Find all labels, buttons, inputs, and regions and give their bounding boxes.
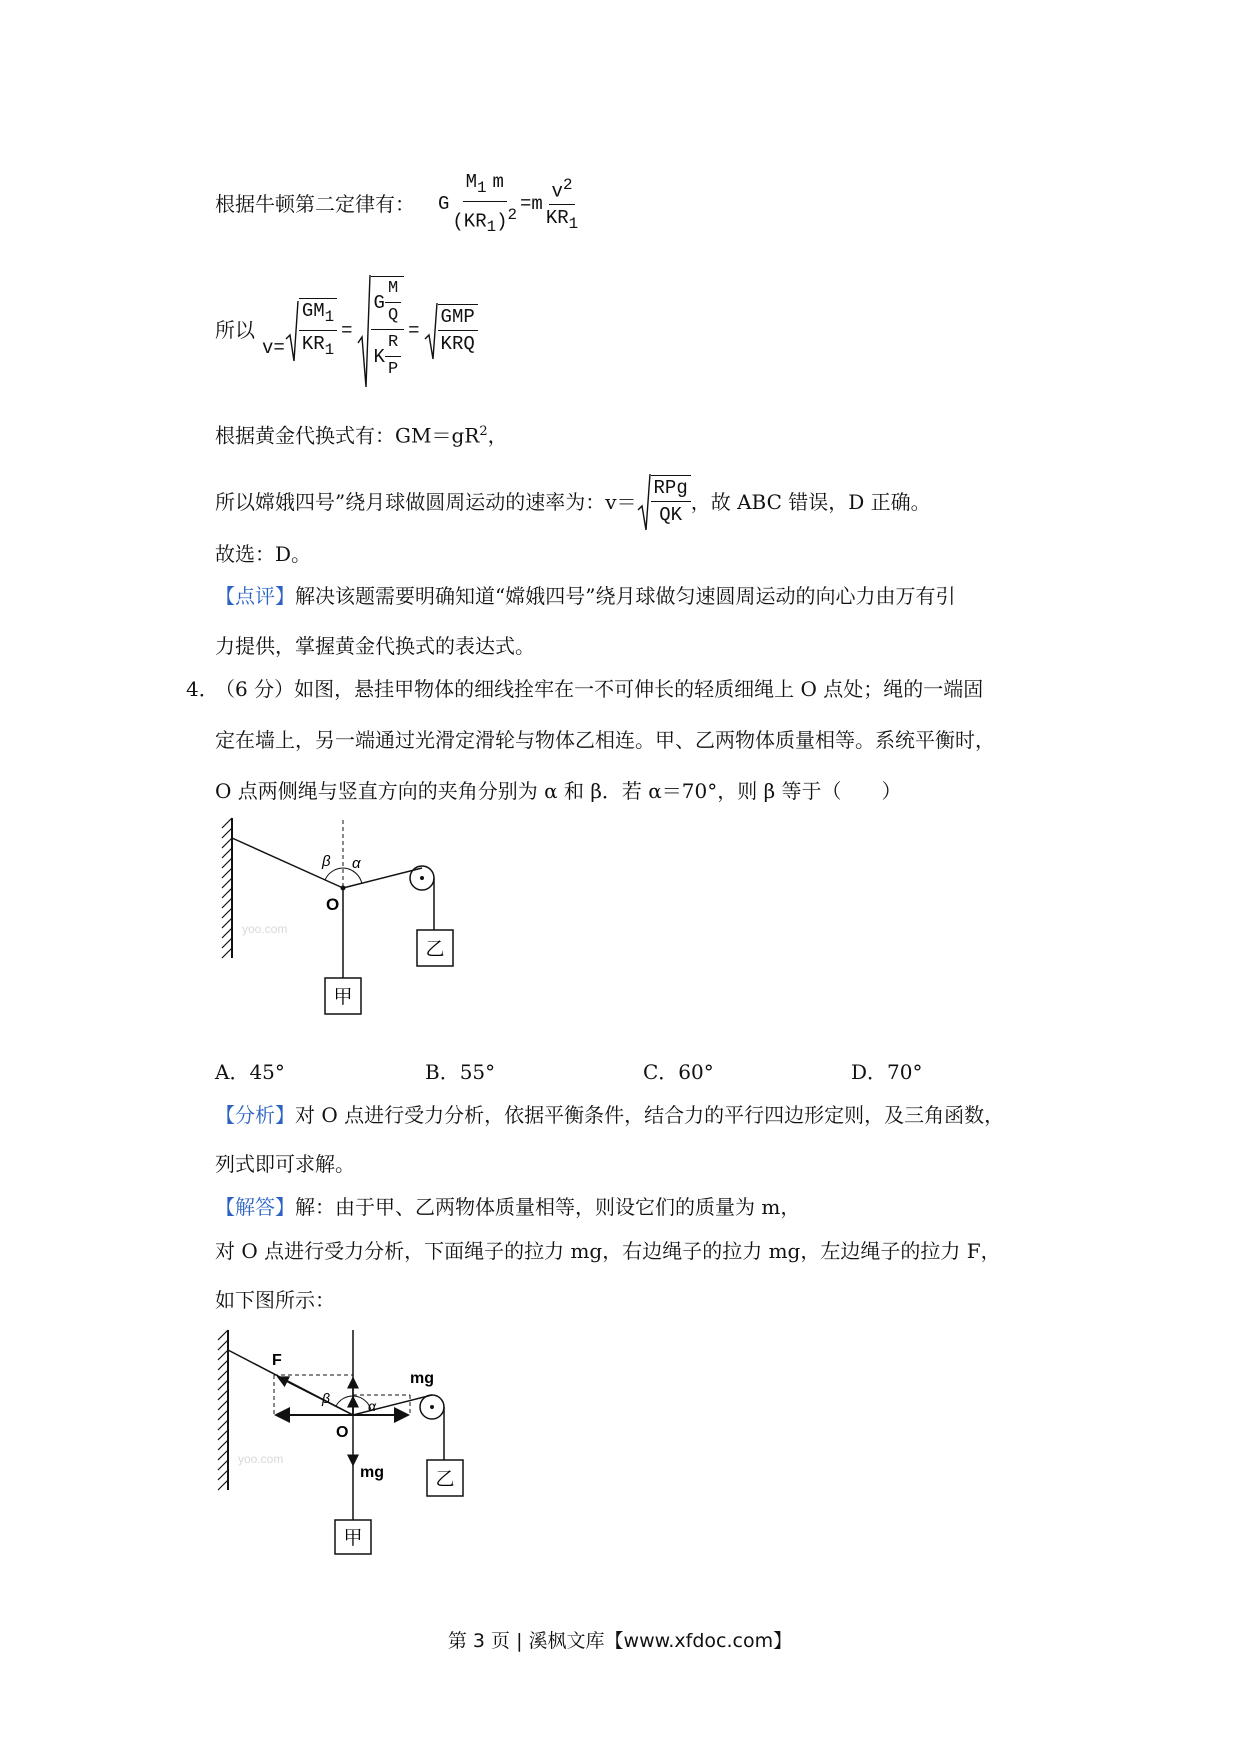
force-mg-right-label: mg <box>410 1370 434 1387</box>
question-line-1: （6 分）如图，悬挂甲物体的细线拴牢在一不可伸长的轻质细绳上 O 点处；绳的一端固 <box>215 677 984 701</box>
sqrt3-fraction <box>438 304 478 356</box>
wall-hatch-2 <box>218 1330 228 1490</box>
figure-1-diagram <box>200 808 480 1028</box>
golden-line <box>215 418 508 450</box>
answer-text-1: 解：由于甲、乙两物体质量相等，则设它们的质量为 m， <box>295 1195 801 1219</box>
answer-line-1 <box>215 1193 800 1221</box>
sqrt2-m: M <box>385 277 401 303</box>
watermark-2: yoo.com <box>238 1452 284 1466</box>
newton-eq-m: =m <box>520 193 543 216</box>
newton-left-fraction <box>449 170 520 239</box>
newton-g: G <box>438 193 450 216</box>
answer-text-3: 如下图所示： <box>215 1288 335 1312</box>
alpha-label-2: α <box>368 1398 376 1414</box>
analysis-line-1 <box>215 1101 1004 1129</box>
newton-label: 根据牛顿第二定律有： <box>215 192 415 216</box>
sqrt1-den: KR <box>301 333 325 355</box>
equals-1: = <box>341 320 353 342</box>
option-a[interactable]: A．45° <box>215 1060 285 1084</box>
beta-label: β <box>322 853 331 870</box>
equals-2: = <box>408 320 420 342</box>
speed-fraction <box>651 475 691 527</box>
newton-den-sub: 1 <box>486 217 497 236</box>
sqrt2-q: Q <box>387 306 399 325</box>
sqrt2-r: R <box>385 331 401 357</box>
newton-den-sup: 2 <box>507 205 518 224</box>
sqrt2-compound-fraction <box>371 276 405 382</box>
speed-den: QK <box>659 504 683 526</box>
sqrt1-den-sub: 1 <box>324 340 335 359</box>
so-label: 所以 <box>215 318 255 342</box>
page-footer: 第 3 页 | 溪枫文库【www.xfdoc.com】 <box>447 1630 793 1652</box>
figure-2-force-diagram <box>210 1325 510 1555</box>
force-f-arrow <box>278 1377 353 1415</box>
point-o-label: O <box>326 895 340 914</box>
option-d[interactable]: D．70° <box>851 1060 923 1084</box>
question-line-3: O 点两侧绳与竖直方向的夹角分别为 α 和 β．若 α＝70°，则 β 等于（ ） <box>215 779 902 803</box>
sqrt1-fraction <box>299 298 337 362</box>
choose-answer: 故选：D。 <box>215 542 312 566</box>
pulley-axle-icon <box>420 876 424 880</box>
answer-text-2: 对 O 点进行受力分析，下面绳子的拉力 mg，右边绳子的拉力 mg，左边绳子的拉力 F， <box>215 1239 1001 1263</box>
answer-tag: 【解答】 <box>215 1195 295 1219</box>
question-line-2: 定在墙上，另一端通过光滑定滑轮与物体乙相连。甲、乙两物体质量相等。系统平衡时， <box>215 728 995 752</box>
block-yi-label: 乙 <box>425 939 445 960</box>
newton-rhs-sup: 2 <box>562 175 573 194</box>
newton-rhs-den: KR <box>545 207 569 230</box>
newton-den-close: ) <box>496 210 508 233</box>
review-text-1: 解决该题需要明确知道“嫦娥四号”绕月球做匀速圆周运动的向心力由万有引 <box>295 584 956 608</box>
force-mg-down-label: mg <box>360 1464 384 1481</box>
sqrt1-num: GM <box>301 300 325 323</box>
newton-rhs-num: v <box>551 180 563 203</box>
newton-right-fraction <box>543 173 581 236</box>
newton-den: (KR <box>452 210 487 233</box>
review-text-2: 力提供，掌握黄金代换式的表达式。 <box>215 634 535 658</box>
block-yi-label-2: 乙 <box>435 1469 455 1490</box>
speed-num: RPg <box>651 476 691 502</box>
speed-label: 所以嫦娥四号”绕月球做圆周运动的速率为：v＝ <box>215 490 637 514</box>
golden-sup: 2 <box>479 424 488 439</box>
question-number: 4． <box>186 677 219 701</box>
newton-rhs-den-sub: 1 <box>568 215 579 234</box>
pulley-axle-icon-2 <box>430 1405 434 1409</box>
speed-radical-icon <box>637 472 651 532</box>
newton-num-m: M <box>465 171 477 193</box>
newton-num-mass: m <box>492 171 504 193</box>
block-jia-label: 甲 <box>333 987 353 1008</box>
point-o-label-2: O <box>336 1424 349 1441</box>
wall-hatch <box>222 818 232 958</box>
analysis-text-1: 对 O 点进行受力分析，依据平衡条件，结合力的平行四边形定则，及三角函数， <box>295 1103 1005 1127</box>
alpha-label: α <box>352 855 361 872</box>
sqrt2-k: K <box>373 345 385 368</box>
golden-end: ， <box>487 423 508 448</box>
speed-tail: ，故 ABC 错误，D 正确。 <box>690 490 931 514</box>
option-c[interactable]: C．60° <box>643 1060 714 1084</box>
golden-label: 根据黄金代换式有：GM＝gR <box>215 423 480 448</box>
newton-equation <box>438 170 581 239</box>
beta-arc-2 <box>336 1396 353 1406</box>
point-o-dot <box>341 886 346 891</box>
sqrt3-num: GMP <box>438 305 478 331</box>
sqrt3-den: KRQ <box>440 333 475 355</box>
analysis-tag: 【分析】 <box>215 1103 295 1127</box>
review-tag: 【点评】 <box>215 584 295 608</box>
beta-label-2: β <box>322 1390 330 1406</box>
velocity-equation <box>262 272 478 390</box>
review-line-1 <box>215 582 955 610</box>
watermark: yoo.com <box>242 922 288 936</box>
sqrt2-p: P <box>387 360 399 379</box>
sqrt2-radical-icon <box>357 273 371 389</box>
sqrt2-g: G <box>373 291 385 314</box>
newton-num-sub: 1 <box>476 178 487 197</box>
option-b[interactable]: B．55° <box>425 1060 496 1084</box>
speed-line <box>215 472 931 532</box>
sqrt1-num-sub: 1 <box>324 308 335 326</box>
analysis-text-2: 列式即可求解。 <box>215 1152 355 1176</box>
sqrt1-radical-icon <box>285 299 299 363</box>
sqrt3-radical-icon <box>424 301 438 361</box>
force-f-label: F <box>272 1352 282 1369</box>
block-jia-label-2: 甲 <box>343 1528 363 1549</box>
velocity-v: v= <box>262 337 285 359</box>
